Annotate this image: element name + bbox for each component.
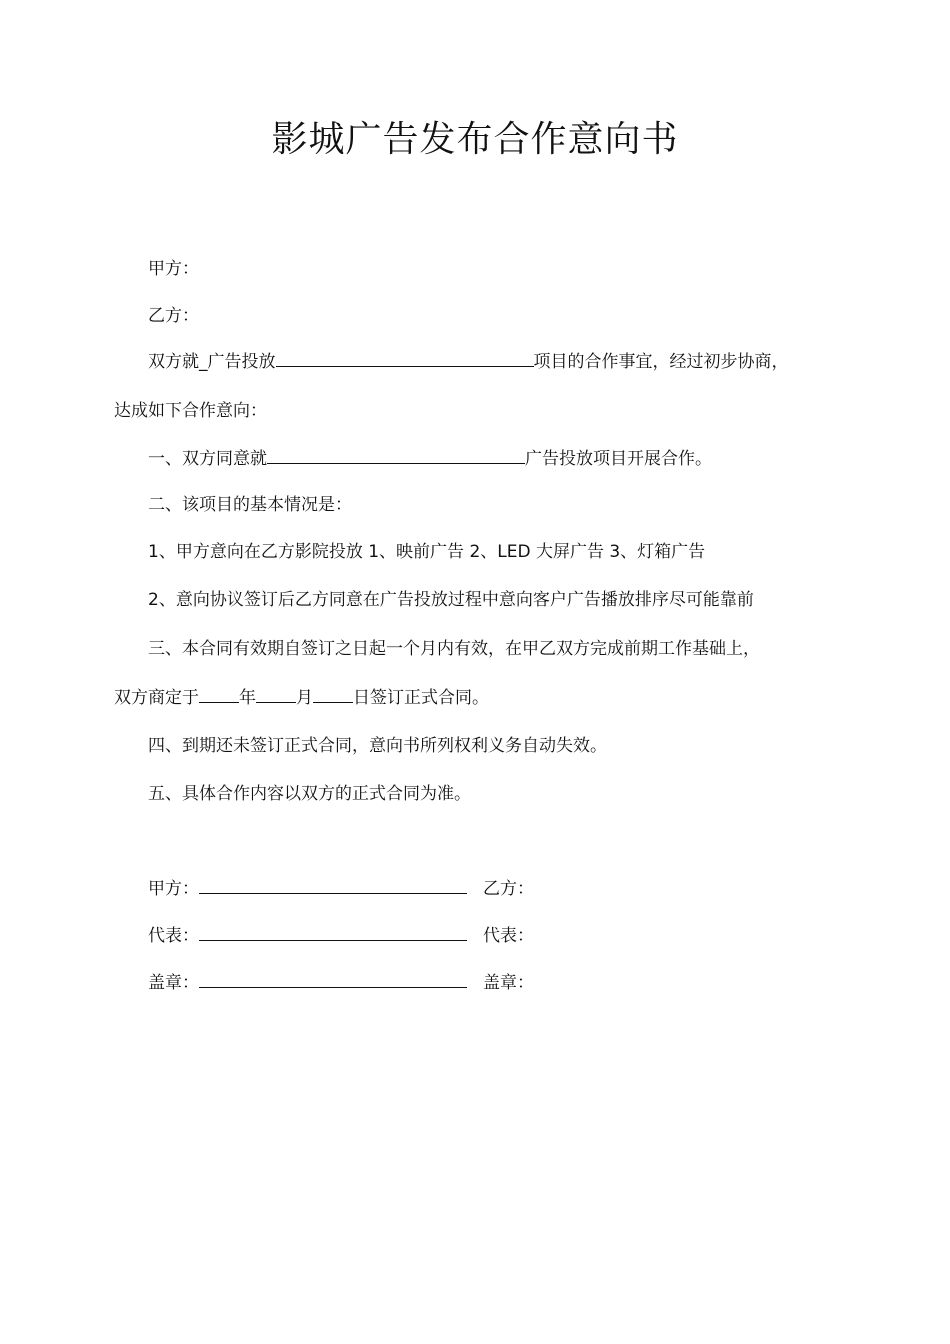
signature-party-b-label: 乙方： (483, 879, 534, 899)
project-name-blank (276, 349, 534, 367)
clause-1 (148, 446, 712, 472)
intro-paragraph-line1 (148, 349, 789, 375)
day-suffix: 日签订正式合同。 (353, 688, 489, 708)
signature-rep-a (148, 923, 467, 949)
clause-3-line1: 三、本合同有效期自签订之日起一个月内有效，在甲乙双方完成前期工作基础上， (148, 639, 760, 659)
month-label: 月 (296, 688, 313, 708)
signature-rep-a-label: 代表： (148, 926, 199, 946)
intro-suffix: 项目的合作事宜，经过初步协商， (533, 352, 789, 372)
intro-prefix: 双方就_广告投放 (148, 352, 276, 372)
signature-seal-a-label: 盖章： (148, 973, 199, 993)
signature-party-a-blank (199, 876, 467, 894)
party-b-line: 乙方： (148, 306, 199, 326)
signature-seal-a (148, 970, 467, 996)
document-title: 影城广告发布合作意向书 (271, 119, 679, 160)
signature-seal-b-label: 盖章： (483, 973, 534, 993)
signature-rep-a-blank (199, 923, 467, 941)
year-label: 年 (239, 688, 256, 708)
clause-3-prefix: 双方商定于 (114, 688, 199, 708)
clause-2-sub-1: 1、甲方意向在乙方影院投放 1、映前广告 2、LED 大屏广告 3、灯箱广告 (148, 542, 706, 562)
clause-2: 二、该项目的基本情况是： (148, 495, 352, 515)
clause-5: 五、具体合作内容以双方的正式合同为准。 (148, 784, 471, 804)
party-a-line: 甲方： (148, 259, 199, 279)
clause-3-line2 (114, 685, 489, 711)
clause-4: 四、到期还未签订正式合同，意向书所列权利义务自动失效。 (148, 736, 607, 756)
signature-party-a-label: 甲方： (148, 879, 199, 899)
intro-paragraph-line2: 达成如下合作意向： (114, 401, 267, 421)
clause-1-blank (267, 446, 525, 464)
signature-party-a (148, 876, 467, 902)
signature-rep-b-label: 代表： (483, 926, 534, 946)
signature-seal-a-blank (199, 970, 467, 988)
clause-1-suffix: 广告投放项目开展合作。 (525, 449, 712, 469)
month-blank (256, 685, 296, 703)
year-blank (199, 685, 239, 703)
clause-2-sub-2: 2、意向协议签订后乙方同意在广告投放过程中意向客户广告播放排序尽可能靠前 (148, 590, 754, 610)
day-blank (313, 685, 353, 703)
clause-1-prefix: 一、双方同意就 (148, 449, 267, 469)
